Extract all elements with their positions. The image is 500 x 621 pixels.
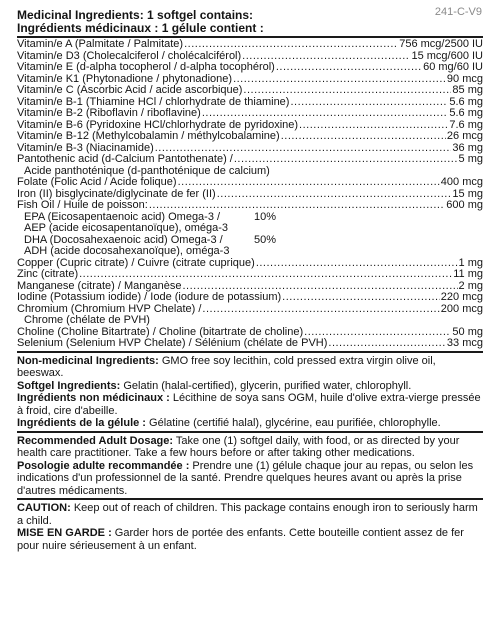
ingredient-name: Folate (Folic Acid / Acide folique): [17, 176, 177, 188]
dosage-section: [17, 435, 483, 498]
caution-fr-text: Garder hors de portée des enfants. Cette bouteille contient assez de fer pour nuire sérieusement à un enfant.: [17, 527, 464, 552]
leader-dots: [184, 39, 398, 51]
leader-dots: [202, 304, 439, 316]
mineral-row: [17, 258, 483, 270]
ingredient-name: Vitamin/e B-2 (Riboflavin / riboflavine): [17, 107, 201, 119]
dosage-en-text: Take one (1) softgel daily, with food, or as directed by your health care practitioner. Take a few hours before or after taking other medications.: [17, 434, 460, 459]
dosage-en-label: Recommended Adult Dosage:: [17, 434, 174, 447]
ingredient-subname: ADH (acide docosahexanoïque), oméga-3: [24, 245, 230, 257]
lot-code: 241-C-V9: [434, 6, 482, 18]
ingredient-name: Pantothenic acid (d-Calcium Pantothenate) /: [17, 153, 233, 165]
capsule-text: Gélatine (certifié halal), glycérine, eau purifiée, chlorophylle.: [145, 417, 441, 429]
non-medicinal-fr-text: Lécithine de soya sans OGM, huile d'olive extra-vierge pressée à froid, cire d'abeille.: [17, 392, 481, 417]
ingredient-row: [17, 39, 483, 51]
ingredient-subname: AEP (acide eicosapentanoïque), oméga-3: [24, 222, 229, 234]
section-rule-2: [17, 431, 483, 433]
non-medicinal-fr-label: Ingrédients non médicinaux :: [17, 392, 170, 404]
ingredient-name: Vitamin/e B-1 (Thiamine HCl / chlorhydrate de thiamine): [17, 95, 290, 108]
ingredient-amount: 1 mg: [458, 256, 483, 269]
ingredient-row: [17, 200, 483, 212]
ingredient-row: [17, 131, 483, 143]
non-medicinal-en-text: GMO free soy lecithin, cold pressed extra virgin olive oil, beeswax.: [17, 354, 436, 379]
ingredient-amount: 2 mg: [458, 279, 483, 292]
ingredient-amount: 11 mg: [453, 268, 483, 280]
ingredient-name: Vitamin/e B-6 (Pyridoxine HCl/chlorhydrate de pyridoxine): [17, 118, 299, 131]
ingredient-amount: 600 mg: [446, 199, 483, 211]
leader-dots: [178, 177, 440, 189]
supplement-facts-panel: [17, 9, 483, 552]
fish-oil-component-name: DHA (Docosahexaenoic acid) Omega-3 /: [24, 233, 223, 246]
non-medicinal-section: [17, 355, 483, 430]
ingredient-list: [17, 39, 483, 212]
ingredient-name: Manganese (citrate) / Manganèse: [17, 279, 182, 292]
ingredient-row: [17, 154, 483, 166]
ingredient-name: Vitamin/e K1 (Phytonadione / phytonadione): [17, 72, 233, 85]
ingredient-amount: 60 mg/60 IU: [423, 61, 483, 73]
section-rule-3: [17, 498, 483, 500]
ingredient-amount: 90 mcg: [446, 72, 483, 85]
ingredient-amount: 85 mg: [452, 84, 483, 96]
ingredient-amount: 7.6 mg: [449, 118, 483, 131]
leader-dots: [79, 269, 452, 281]
ingredient-name: Choline (Choline Bitartrate) / Choline (bitartrate de choline): [17, 325, 304, 338]
caution-en-label: CAUTION:: [17, 502, 71, 514]
leader-dots: [234, 154, 458, 166]
leader-dots: [233, 74, 446, 86]
non-medicinal-fr: [17, 392, 483, 417]
ingredient-name: Vitamin/e C (Ascorbic Acid / acide ascorbique): [17, 84, 243, 96]
leader-dots: [256, 258, 458, 270]
ingredient-amount: 50 mg: [452, 325, 483, 338]
ingredient-name: Vitamin/e B-3 (Niacinamide): [17, 141, 154, 154]
ingredient-name: Fish Oil / Huile de poisson:: [17, 199, 148, 211]
softgel-label: Softgel Ingredients:: [17, 379, 121, 392]
ingredient-subname: Chrome (chélate de PVH): [24, 314, 150, 326]
ingredient-name: Vitamin/e E (d-alpha tocopherol / d-alpha tocophérol): [17, 61, 275, 73]
leader-dots: [328, 338, 446, 350]
caution-section: [17, 502, 483, 552]
mineral-list: [17, 258, 483, 350]
caution-en: [17, 502, 483, 527]
ingredient-row: [17, 62, 483, 74]
ingredient-amount: 5.6 mg: [449, 95, 483, 108]
softgel-ingredients: [17, 380, 483, 393]
ingredient-amount: 220 mcg: [440, 291, 483, 303]
section-rule-1: [17, 351, 483, 353]
ingredient-name: Chromium (Chromium HVP Chelate) /: [17, 302, 202, 315]
ingredient-name: Iron (II) bisglycinate/diglycinate de fer (II): [17, 187, 216, 200]
non-medicinal-en: [17, 355, 483, 380]
ingredient-amount: 15 mcg/600 IU: [411, 49, 483, 62]
ingredient-subname: Acide panthoténique (d-panthoténique de calcium): [24, 164, 270, 177]
capsule-ingredients: [17, 417, 483, 430]
ingredient-name: Vitamin/e D3 (Cholecalciferol / cholécalciférol): [17, 49, 242, 62]
ingredient-amount: 5.6 mg: [449, 107, 483, 119]
mineral-row: [17, 338, 483, 350]
leader-dots: [276, 62, 422, 74]
leader-dots: [282, 292, 440, 304]
leader-dots: [217, 189, 452, 201]
caution-fr: [17, 527, 483, 552]
leader-dots: [290, 97, 448, 109]
non-medicinal-en-label: Non-medicinal Ingredients:: [17, 354, 159, 367]
leader-dots: [202, 108, 449, 120]
ingredient-row: [17, 177, 483, 189]
ingredient-row: [17, 85, 483, 97]
ingredient-name: Copper (Cupric citrate) / Cuivre (citrate cuprique): [17, 256, 255, 269]
capsule-label: Ingrédients de la gélule :: [17, 417, 146, 429]
leader-dots: [243, 85, 451, 97]
header-en: Medicinal Ingredients: 1 softgel contains:: [17, 8, 254, 22]
leader-dots: [281, 131, 446, 143]
ingredient-name: Iodine (Potassium iodide) / Iode (iodure de potassium): [17, 291, 282, 303]
ingredient-row: [17, 108, 483, 120]
ingredient-name: Zinc (citrate): [17, 268, 79, 280]
ingredient-amount: 26 mcg: [446, 130, 483, 142]
ingredient-name: Selenium (Selenium HVP Chelate) / Sélénium (chélate de PVH): [17, 337, 328, 349]
ingredient-name: Vitamin/e A (Palmitate / Palmitate): [17, 38, 184, 50]
dosage-fr: [17, 460, 483, 498]
fish-oil-component-percent: 50%: [253, 233, 276, 246]
ingredient-name: Vitamin/e B-12 (Methylcobalamin / méthylcobalamine): [17, 130, 280, 142]
leader-dots: [149, 200, 445, 212]
ingredient-amount: 36 mg: [452, 141, 483, 154]
ingredient-amount: 200 mcg: [440, 302, 483, 315]
caution-en-text: Keep out of reach of children. This package contains enough iron to seriously harm a child.: [17, 502, 478, 527]
leader-dots: [299, 120, 448, 132]
header-fr: Ingrédients médicinaux : 1 gélule contient :: [17, 21, 264, 35]
dosage-fr-label: Posologie adulte recommandée :: [17, 459, 190, 472]
fish-oil-breakdown: [17, 212, 483, 258]
mineral-row: [17, 292, 483, 304]
dosage-fr-text: Prendre une (1) gélule chaque jour au repas, ou selon les indications d'un professionnel de la santé. Prendre quelques heures avant ou après la prise d'autres médicaments.: [17, 459, 474, 497]
ingredient-amount: 756 mcg/2500 IU: [399, 38, 483, 50]
ingredient-amount: 5 mg: [458, 153, 483, 165]
fish-oil-component-name: EPA (Eicosapentaenoic acid) Omega-3 /: [24, 210, 221, 223]
mineral-row: [17, 269, 483, 281]
ingredient-amount: 400 mcg: [440, 176, 483, 188]
ingredient-amount: 15 mg: [452, 187, 483, 200]
ingredient-amount: 33 mcg: [446, 337, 483, 349]
softgel-text: Gelatin (halal-certified), glycerin, purified water, chlorophyll.: [120, 379, 412, 392]
fish-oil-component-percent: 10%: [253, 210, 276, 223]
caution-fr-label: MISE EN GARDE :: [17, 527, 112, 539]
dosage-en: [17, 435, 483, 460]
